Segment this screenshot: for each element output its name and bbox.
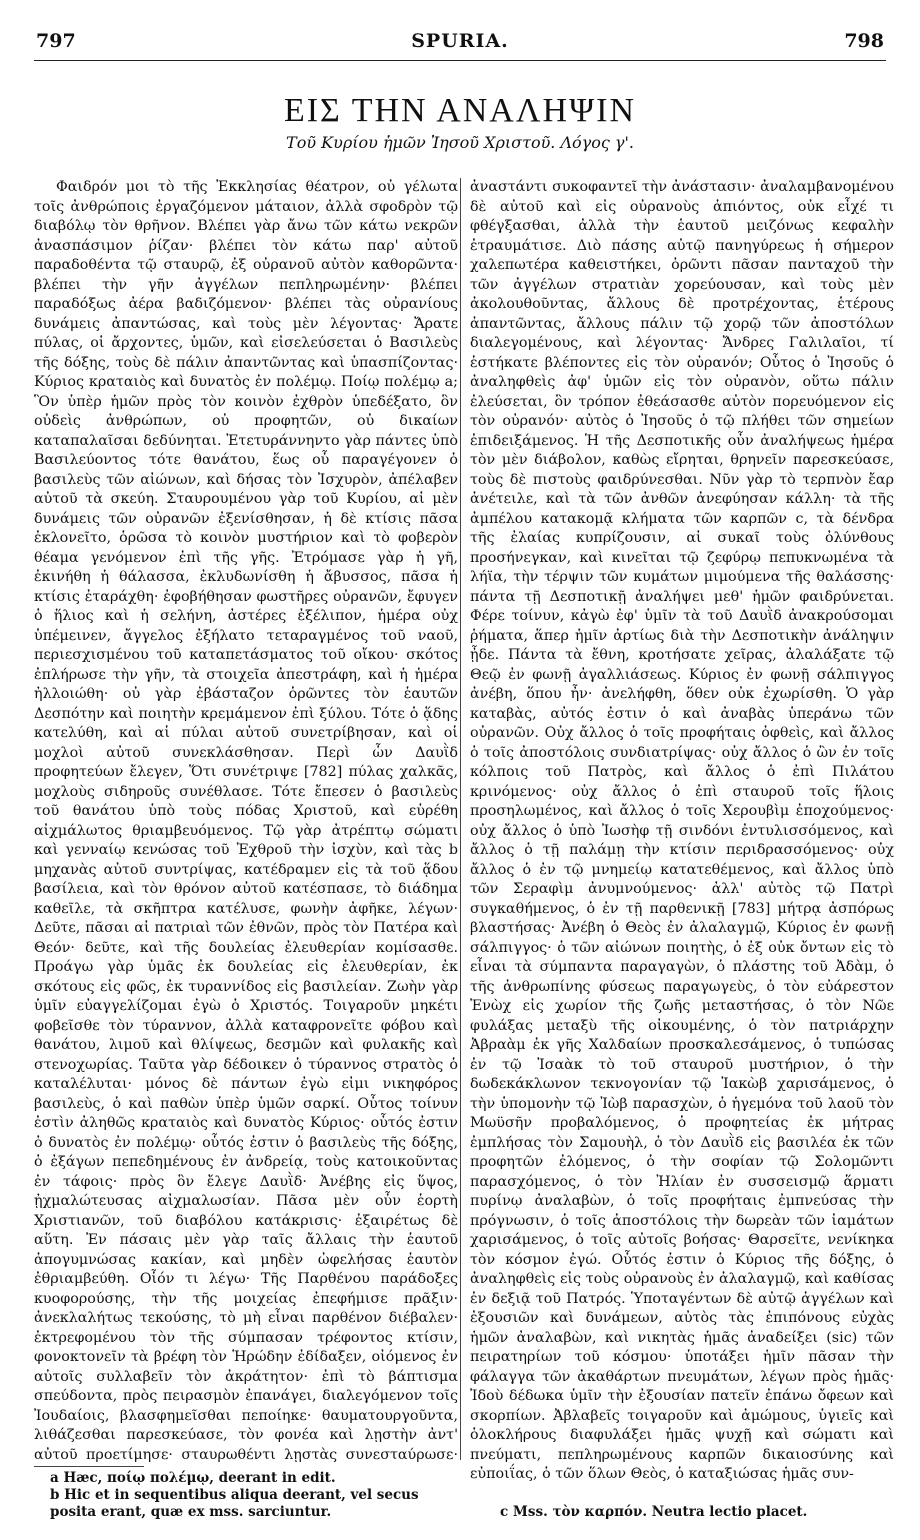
right-column [470,178,894,1490]
sermon-subtitle: Τοῦ Κυρίου ἡμῶν Ἰησοῦ Χριστοῦ. Λόγος γ'. [286,133,634,152]
column-divider [460,178,461,1460]
footnotes-left [50,1470,460,1521]
footnote-rule [34,1466,144,1467]
page-number-left: 797 [36,30,76,52]
page-header [28,30,892,56]
left-column [34,178,458,1466]
running-title: SPURIA. [411,30,509,52]
sermon-title: ΕΙΣ ΤΗΝ ΑΝΑΛΗΨΙΝ [283,92,637,129]
footnote-c: c Mss. τὸν καρπόν. Neutra lectio placet. [500,1504,808,1520]
left-column-text: Φαιδρόν μοι τὸ τῆς Ἐκκλησίας θέατρον, οὐ γέλωτα τοῖς ἀνθρώποις ἐργαζόμενον μάταιον, ἀλλὰ σφοδρὸν τῷ διαβόλῳ τὸν θρῆνον. Βλέπει γὰρ ἄνω τῶν κάτω νεκρῶν ἀνασπάσιμον ῥίζαν· βλέπει τὸν κάτω παρ' αὐτοῦ παραδοθέντα τῷ σταυρῷ, ἐξ οὐρανοῦ αὐτὸν καθορῶντα· βλέπει τὴν γῆν ἀγγέλων πεπληρωμένην· βλέπει παραδόξως ἀέρα βαδιζόμενον· βλέπει τὰς οὐρανίους δυνάμεις ἀπαντώσας, καὶ τοὺς μὲν λέγοντας· Ἄρατε πύλας, οἱ ἄρχοντες, ὑμῶν, καὶ εἰσελεύσεται ὁ Βασιλεὺς τῆς δόξης, τοὺς δὲ πάλιν ἀπαντῶντας καὶ ὑπασπίζοντας· Κύριος κραταιὸς καὶ δυνατὸς ἐν πολέμῳ. Ποίῳ πολέμῳ a; Ὃν ὑπὲρ ἡμῶν πρὸς τὸν κοινὸν ἐχθρὸν ὑπεδέξατο, ὃν οὐδεὶς ἀνθρώπων, οὐ προφητῶν, οὐ δικαίων καταπαλαῖσαι δεδύνηται. Ἐτετυράννηντο γὰρ πάντες ὑπὸ Βασιλεύοντος τότε θανάτου, ἕως οὗ παραγέγονεν ὁ βασιλεὺς τῶν αἰώνων, καὶ δήσας τὸν Ἰσχυρὸν, ἀπέλαβεν αὐτοῦ τὰ σκεύη. Σταυρουμένου γὰρ τοῦ Κυρίου, αἱ μὲν δυνάμεις τῶν οὐρανῶν ἐξενίσθησαν, ἡ δὲ κτίσις πᾶσα ἐκλονεῖτο, ὁρῶσα τὸ κοινὸν μυστήριον καὶ τὸ φοβερὸν θέαμα γενόμενον ἐπὶ τῆς γῆς. Ἐτρόμασε γὰρ ἡ γῆ, ἐκινήθη ἡ θάλασσα, ἐκλυδωνίσθη ἡ ἄβυσσος, πᾶσα ἡ κτίσις ἐταράχθη· ἐφοβήθησαν φωστῆρες οὐρανῶν, ἔφυγεν ὁ ἥλιος καὶ ἡ σελήνη, ἀστέρες ἐξέλιπον, ἡμέρα οὐχ ὑπέμεινεν, ἄγγελος ἐξήλατο τεταραγμένος τοῦ ναοῦ, περιεσχισμένου τοῦ καταπετάσματος τοῦ οἴκου· σκότος ἐπλήρωσε τὴν γῆν, τὰ στοιχεῖα ἀπεστράφη, καὶ ἡ ἡμέρα ἠλλοιώθη· οὐ γὰρ ἐβάσταζον ὁρῶντες τὸν ἑαυτῶν Δεσπότην καὶ ποιητὴν κρεμάμενον ἐπὶ ξύλου. Τότε ὁ ᾅδης κατελύθη, καὶ αἱ πύλαι αὐτοῦ συνετρίβησαν, καὶ οἱ μοχλοὶ αὐτοῦ συνεκλάσθησαν. Περὶ ὧν Δαυῒδ προφητεύων ἔλεγεν, Ὅτι συνέτριψε [782] πύλας χαλκᾶς, μοχλοὺς σιδηροῦς συνέθλασε. Τότε ἔπεσεν ὁ βασιλεὺς τοῦ θανάτου ὑπὸ τοὺς πόδας Χριστοῦ, καὶ εὑρέθη αἰχμάλωτος θριαμβευόμενος. Τῷ γὰρ ἀτρέπτῳ σώματι καὶ γενναίῳ κενώσας τοῦ Ἐχθροῦ τὴν ἰσχὺν, καὶ τὰς b μηχανὰς αὐτοῦ συντρίψας, κατέδραμεν εἰς τὰ τοῦ ᾅδου βασίλεια, καὶ τὸν θρόνον αὐτοῦ κατέσπασε, τὸ διάδημα καθεῖλε, τὰ σκῆπτρα κατέλυσε, φωνὴν ἀφῆκε, λέγων· Δεῦτε, πᾶσαι αἱ πατριαὶ τῶν ἐθνῶν, πρὸς τὸν Πατέρα καὶ Θεόν· δεῦτε, καὶ τῆς δουλείας ἐλευθερίαν κομίσασθε. Προάγω γὰρ ὑμᾶς ἐκ δουλείας εἰς ἐλευθερίαν, ἐκ σκότους εἰς φῶς, ἐκ τυραννίδος εἰς βασιλείαν. Ζωὴν γὰρ ὑμῖν εὐαγγελίζομαι ἐγὼ ὁ Χριστός. Τοιγαροῦν μηκέτι φοβεῖσθε τὸν τύραννον, ἀλλὰ καταφρονεῖτε φόβου καὶ θανάτου, λιμοῦ καὶ θλίψεως, δεσμῶν καὶ φυλακῆς καὶ στενοχωρίας. Ταῦτα γὰρ δέδοικεν ὁ τύραννος στρατὸς ὁ καταλέλυται· μόνος δὲ πάντων ἐγὼ εἰμι νικηφόρος βασιλεὺς, ὁ καὶ παθὼν ὑπὲρ ὑμῶν σαρκί. Οὗτος τοίνυν ἐστὶν ἀληθῶς κραταιὸς καὶ δυνατὸς Κύριος· οὗτός ἐστιν ὁ δυνατὸς ἐν πολέμῳ· οὗτός ἐστιν ὁ βασιλεὺς τῆς δόξης, ὁ ἐξάγων πεπεδημένους ἐν ἀνδρείᾳ, τοὺς κατοικοῦντας ἐν τάφοις· πρὸς ὃν ἔλεγε Δαυῒδ· Ἀνέβης εἰς ὕψος, ᾐχμαλώτευσας αἰχμαλωσίαν. Πᾶσα μὲν οὖν ἑορτὴ Χριστιανῶν, τοῦ διαβόλου κατάκρισις· ἐξαιρέτως δὲ αὕτη. Ἐν πάσαις μὲν γὰρ ταῖς ἄλλαις τὴν ἑαυτοῦ ἀπογυμνώσας κακίαν, καὶ μηδὲν ὠφελήσας ἑαυτὸν ἐθριαμβεύθη. Οἷόν τι λέγω· Τῆς Παρθένου παράδοξες κυοφορούσης, τὴν τῆς μοιχείας ἐπεφήμισε πρᾶξιν· ἀνεκλαλήτως τεκούσης, τὸ μὴ εἶναι παρθένον διέβαλεν· ἐκτρεφομένου τὸν τῆς σύμπασαν τρέφοντος κτίσιν, φονοκτονεῖν τὰ βρέφη τὸν Ἡρώδην ἐδίδαξεν, οἰόμενος ἐν αὐτοῖς συλλαβεῖν τὸν ἀκράτητον· ἐπὶ τὸ βάπτισμα σπεύδοντα, πρὸς πειρασμὸν ἐπανάγει, διαλεγόμενον τοῖς Ἰουδαίοις, βλασφημεῖσθαι πεποίηκε· θαυματουργοῦντα, λιθάζεσθαι παρεσκεύασε, τὸν φονέα καὶ λῃστὴν ἀντ' αὐτοῦ προετίμησε· σταυρωθέντι λῃστὰς συνεσταύρωσε· [34,179,458,1463]
page-number-right: 798 [844,30,884,52]
right-column-text: ἀναστάντι συκοφαντεῖ τὴν ἀνάστασιν· ἀναλαμβανομένου δὲ αὐτοῦ καὶ εἰς οὐρανοὺς ἀπιόντος, οὐκ εἶχέ τι φθέγξασθαι, ἀλλὰ τὴν ἑαυτοῦ μειζόνως κεφαλὴν ἐτραυμάτισε. Διὸ πάσης αὐτῷ πανηγύρεως ἡ σήμερον χαλεπωτέρα καθειστήκει, ὁρῶντι πᾶσαν πανταχοῦ τὴν τῶν ἀγγέλων στρατιὰν χορεύουσαν, καὶ τοὺς μὲν ἀκολουθοῦντας, ἄλλους δὲ προτρέχοντας, ἑτέρους ἀπαντῶντας, ἄλλους πάλιν τῷ χορῷ τῶν ἀποστόλων διαλεγομένους, καὶ λέγοντας· Ἄνδρες Γαλιλαῖοι, τί ἑστήκατε βλέποντες εἰς τὸν οὐρανόν; Οὗτος ὁ Ἰησοῦς ὁ ἀναληφθεὶς ἀφ' ὑμῶν εἰς τὸν οὐρανὸν, οὕτω πάλιν ἐλεύσεται, ὃν τρόπον ἐθεάσασθε αὐτὸν πορευόμενον εἰς τὸν οὐρανόν· αὐτὸς ὁ Ἰησοῦς ὁ τῷ πλήθει τῶν σημείων ἐπιδειξάμενος. Ἡ τῆς Δεσποτικῆς οὖν ἀναλήψεως ἡμέρα τὸν μὲν διάβολον, καθὼς εἴρηται, θρηνεῖν παρεσκεύασε, τοὺς δὲ πιστοὺς φαιδρύνεσθαι. Νῦν γὰρ τὸ τερπνὸν ἔαρ ἀνέτειλε, καὶ τὰ τῶν ἀνθῶν ἀνεφύησαν κάλλη· τὰ τῆς ἀμπέλου κατακομᾷ κλήματα τῶν καρπῶν c, τὰ δένδρα τῆς ἐλαίας κυπρίζουσιν, αἱ συκαῖ τοὺς ὀλύνθους προσήνεγκαν, καὶ κινεῖται τῷ ζεφύρῳ πεπυκνωμένα τὰ λήϊα, τὴν τέρψιν τῶν κυμάτων μιμούμενα τῆς θαλάσσης· πάντα τῇ Δεσποτικῇ ἀναλήψει μεθ' ἡμῶν φαιδρύνεται. Φέρε τοίνυν, κἀγὼ ἐφ' ὑμῖν τὰ τοῦ Δαυῒδ ἀνακρούσομαι ῥήματα, ἅπερ ἡμῖν ἀρτίως διὰ τὴν Δεσποτικὴν ἀνάληψιν ᾖδε. Πάντα τὰ ἔθνη, κροτήσατε χεῖρας, ἀλαλάξατε τῷ Θεῷ ἐν φωνῇ ἀγαλλιάσεως. Κύριος ἐν φωνῇ σάλπιγγος ἀνέβη, ὅπου ἦν· ἀνελήφθη, ὅθεν οὐκ ἐχωρίσθη. Ὁ γὰρ καταβὰς, αὐτός ἐστιν ὁ καὶ ἀναβὰς ὑπεράνω τῶν οὐρανῶν. Οὐχ ἄλλος ὁ τοῖς προφήταις ὀφθεὶς, καὶ ἄλλος ὁ τοῖς ἀποστόλοις συνδιατρίψας· οὐχ ἄλλος ὁ ὢν ἐν τοῖς κόλποις τοῦ Πατρὸς, καὶ ἄλλος ὁ ἐπὶ Πιλάτου κρινόμενος· οὐχ ἄλλος ὁ ἐπὶ σταυροῦ τοῖς ἥλοις προσηλωμένος, καὶ ἄλλος ὁ τοῖς Χερουβὶμ ἐποχούμενος· οὐχ ἄλλος ὁ ὑπὸ Ἰωσὴφ τῇ σινδόνι ἐντυλισσόμενος, καὶ ἄλλος ὁ τῇ παλάμῃ τὴν κτίσιν περιδρασσόμενος· οὐχ ἄλλος ὁ ἐν τῷ μνημείῳ κατατεθέμενος, καὶ ἄλλος ὑπὸ τῶν Σεραφὶμ ἀνυμνούμενος· ἀλλ' αὐτὸς τῷ Πατρὶ συγκαθήμενος, ὁ ἐν τῇ παρθενικῇ [783] μήτρᾳ ἀσπόρως βλαστήσας· Ἀνέβη ὁ Θεὸς ἐν ἀλαλαγμῷ, Κύριος ἐν φωνῇ σάλπιγγος· ὁ τῶν αἰώνων ποιητὴς, ὁ ἐξ οὐκ ὄντων εἰς τὸ εἶναι τὰ σύμπαντα παραγαγὼν, ὁ πλάστης τοῦ Ἀδὰμ, ὁ τῆς ἀνθρωπίνης φύσεως παραγωγεὺς, ὁ τὸν εὐάρεστον Ἐνὼχ εἰς χωρίον τῆς ζωῆς μεταστήσας, ὁ τὸν Νῶε φυλάξας μεταξὺ τῆς οἰκουμένης, ὁ τὸν πατριάρχην Ἀβραὰμ ἐκ γῆς Χαλδαίων προσκαλεσάμενος, ὁ τυπώσας ἐν τῷ Ἰσαὰκ τὸ τοῦ σταυροῦ μυστήριον, ὁ τὴν δωδεκάκλωνον τεκνογονίαν τῷ Ἰακὼβ χαρισάμενος, ὁ τὴν ὑπομονὴν τῷ Ἰὼβ παρασχὼν, ὁ ἡγεμόνα τοῦ λαοῦ τὸν Μωϋσῆν προβαλόμενος, ὁ προφητείας ἐκ μήτρας ἐμπλήσας τὸν Σαμουὴλ, ὁ τὸν Δαυῒδ εἰς βασιλέα ἐκ τῶν προφητῶν ἐλόμενος, ὁ τὴν σοφίαν τῷ Σολομῶντι παρασχόμενος, ὁ τὸν Ἠλίαν ἐν συσσεισμῷ ἅρματι πυρίνῳ ἀναλαβὼν, ὁ τοῖς προφήταις ἐμπνεύσας τὴν πρόγνωσιν, ὁ τοῖς ἀποστόλοις τὴν δωρεὰν τῶν ἰαμάτων χαρισάμενος, ὁ τοῖς αὐτοῖς βοήσας· Θαρσεῖτε, νενίκηκα τὸν κόσμον ἐγώ. Οὗτός ἐστιν ὁ Κύριος τῆς δόξης, ὁ ἀναληφθεὶς εἰς τοὺς οὐρανοὺς ἐν ἀλαλαγμῷ, καὶ καθίσας ἐν δεξιᾷ τοῦ Πατρός. Ὑποταγέντων δὲ αὐτῷ ἀγγέλων καὶ ἐξουσιῶν καὶ δυνάμεων, αὐτὸς τὰς ἐπιπόνους εὐχὰς ἡμῶν ἀναλαβὼν, καὶ νικητὰς ἡμᾶς ἀναδείξει (sic) τῶν πειρατηρίων τοῦ κόσμου· ὑποτάξει ἡμῖν πᾶσαν τὴν φάλαγγα τῶν ἀκαθάρτων πνευμάτων, λέγων πρὸς ἡμᾶς· Ἰδοὺ δέδωκα ὑμῖν τὴν ἐξουσίαν πατεῖν ἐπάνω ὄφεων καὶ σκορπίων. Ἀβλαβεῖς τοιγαροῦν καὶ ἀμώμους, ὑγιεῖς καὶ ὁλοκλήρους διαφυλάξει ἡμᾶς ψυχῇ καὶ σώματι καὶ πνεύματι, πεπληρωμένους καρπῶν δικαιοσύνης καὶ εὐποιΐας, ὁ τῶν ὅλων Θεὸς, ὁ καταξιώσας ἡμᾶς συν- [470,179,894,1482]
footnote-b: b Hic et in sequentibus aliqua deerant, vel secus posita erant, quæ ex mss. sarciuntur. [50,1487,419,1520]
footnote-a: a Hæc, ποίῳ πολέμῳ, deerant in edit. [50,1470,336,1486]
header-rule [34,60,886,61]
